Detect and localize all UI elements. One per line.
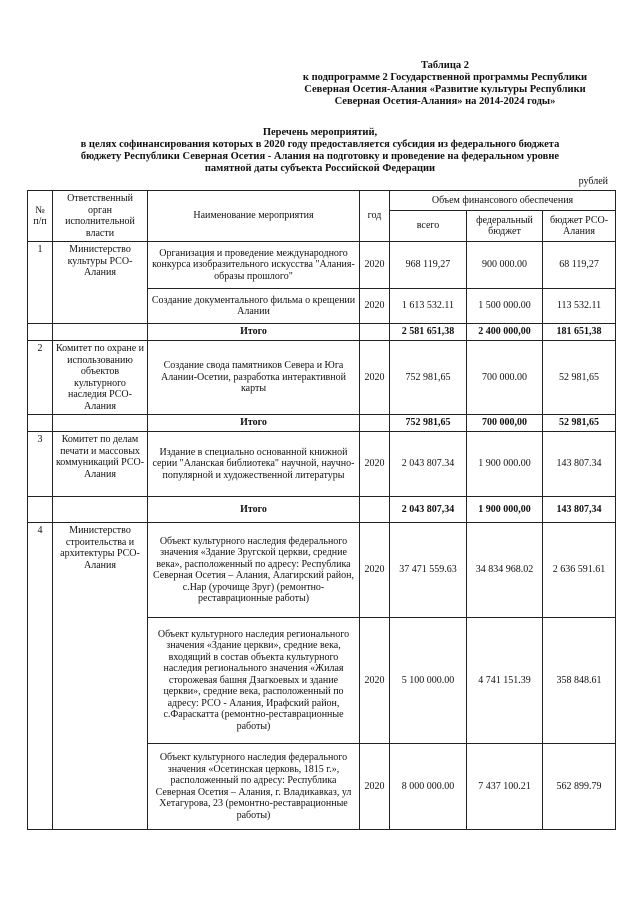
row-federal: 4 741 151.39: [467, 618, 543, 744]
total-row: [28, 324, 616, 341]
appendix-header: [280, 60, 610, 108]
total-row: [28, 497, 616, 523]
row-total: 37 471 559.63: [390, 523, 467, 618]
row-total: 8 000 000.00: [390, 744, 467, 830]
table-row: [28, 242, 616, 289]
row-federal: 34 834 968.02: [467, 523, 543, 618]
title-line-1: Перечень мероприятий,: [262, 127, 378, 138]
funding-table: [27, 190, 616, 830]
row-regional: 2 636 591.61: [543, 523, 616, 618]
row-regional: 113 532.11: [543, 289, 616, 324]
table-number: Таблица 2: [420, 60, 470, 71]
row-federal: 900 000.00: [467, 242, 543, 289]
row-org: Комитет по охране и использованию объектов культурного наследия РСО-Алания: [53, 341, 148, 415]
total-label: Итого: [148, 415, 360, 432]
title-line-4: памятной даты субъекта Российской Федерации: [204, 163, 436, 174]
row-total: 752 981,65: [390, 341, 467, 415]
header-row: [28, 191, 616, 211]
row-year: 2020: [360, 432, 390, 497]
total-label: Итого: [148, 497, 360, 523]
row-name: Создание документального фильма о крещении Алании: [148, 289, 360, 324]
title-line-3: бюджету Республики Северная Осетия - Алания на подготовку и проведение на федеральном уровне: [80, 151, 560, 162]
total-regional: 181 651,38: [543, 324, 616, 341]
row-regional: 562 899.79: [543, 744, 616, 830]
row-org: Министерство культуры РСО-Алания: [53, 242, 148, 324]
col-year-header: год: [360, 191, 390, 242]
header-line-1: к подпрограмме 2 Государственной программы Республики: [302, 72, 588, 83]
col-name-header: Наименование мероприятия: [148, 191, 360, 242]
row-name: Объект культурного наследия федерального значения «Осетинская церковь, 1815 г.», расположенный по адресу: Республика Северная Осетия – Алания, г. Владикавказ, ул Хетагурова, 23 (ремонтно-реставрационные работы): [148, 744, 360, 830]
row-name: Объект культурного наследия регионального значения «Здание церкви», средние века, входящий в состав объекта культурного наследия регионального значения «Жилая сторожевая башня Дзагкоевых и здание церкви», средние века, расположенный по адресу: РСО - Алания, Ирафский район, с.Фараскатта (ремонтно-реставрационные работы): [148, 618, 360, 744]
row-num: 2: [28, 341, 53, 415]
row-name: Объект культурного наследия федерального значения «Здание Зругской церкви, средние века», расположенный по адресу: Республика Северная Осетия – Алания, Алагирский район, с.Нар (урочище Зруг) (ремонтно-реставрационные работы): [148, 523, 360, 618]
total-row: [28, 415, 616, 432]
col-num-header: № п/п: [28, 191, 53, 242]
row-num: 4: [28, 523, 53, 830]
total-federal: 1 900 000,00: [467, 497, 543, 523]
row-total: 1 613 532.11: [390, 289, 467, 324]
total-regional: 52 981,65: [543, 415, 616, 432]
row-total: 5 100 000.00: [390, 618, 467, 744]
table-row: [28, 432, 616, 497]
header-line-2: Северная Осетия-Алания «Развитие культуры Республики: [304, 84, 586, 95]
col-regional-header: бюджет РСО-Алания: [543, 211, 616, 242]
row-year: 2020: [360, 744, 390, 830]
row-year: 2020: [360, 289, 390, 324]
title-line-2: в целях софинансирования которых в 2020 году предоставляется субсидия из федерального бюджета: [80, 139, 560, 150]
row-regional: 52 981,65: [543, 341, 616, 415]
row-total: 2 043 807.34: [390, 432, 467, 497]
row-federal: 700 000.00: [467, 341, 543, 415]
row-org: Комитет по делам печати и массовых коммуникаций РСО-Алания: [53, 432, 148, 497]
row-year: 2020: [360, 341, 390, 415]
row-name: Организация и проведение международного конкурса изобразительного искусства "Алания-образы прошлого": [148, 242, 360, 289]
row-federal: 7 437 100.21: [467, 744, 543, 830]
row-year: 2020: [360, 523, 390, 618]
col-funding-header: Объем финансового обеспечения: [390, 191, 616, 211]
row-federal: 1 900 000.00: [467, 432, 543, 497]
row-num: 1: [28, 242, 53, 324]
header-line-3: Северная Осетия-Алания» на 2014-2024 годы»: [334, 96, 556, 107]
row-total: 968 119,27: [390, 242, 467, 289]
row-year: 2020: [360, 242, 390, 289]
total-sum: 2 043 807,34: [390, 497, 467, 523]
col-org-header: Ответственный орган исполнительной власти: [53, 191, 148, 242]
total-sum: 752 981,65: [390, 415, 467, 432]
row-regional: 358 848.61: [543, 618, 616, 744]
row-year: 2020: [360, 618, 390, 744]
table-row: [28, 523, 616, 618]
row-name: Издание в специально основанной книжной серии "Аланская библиотека" научной, научно-популярной и художественной литературы: [148, 432, 360, 497]
total-federal: 2 400 000,00: [467, 324, 543, 341]
col-federal-header: федеральный бюджет: [467, 211, 543, 242]
row-federal: 1 500 000.00: [467, 289, 543, 324]
row-org: Министерство строительства и архитектуры РСО-Алания: [53, 523, 148, 830]
row-regional: 143 807.34: [543, 432, 616, 497]
total-federal: 700 000,00: [467, 415, 543, 432]
units-label: рублей: [578, 176, 608, 187]
total-label: Итого: [148, 324, 360, 341]
table-row: [28, 341, 616, 415]
row-name: Создание свода памятников Севера и Юга Алании-Осетии, разработка интерактивной карты: [148, 341, 360, 415]
document-title: [20, 127, 620, 175]
col-total-header: всего: [390, 211, 467, 242]
row-num: 3: [28, 432, 53, 497]
total-regional: 143 807,34: [543, 497, 616, 523]
total-sum: 2 581 651,38: [390, 324, 467, 341]
row-regional: 68 119,27: [543, 242, 616, 289]
